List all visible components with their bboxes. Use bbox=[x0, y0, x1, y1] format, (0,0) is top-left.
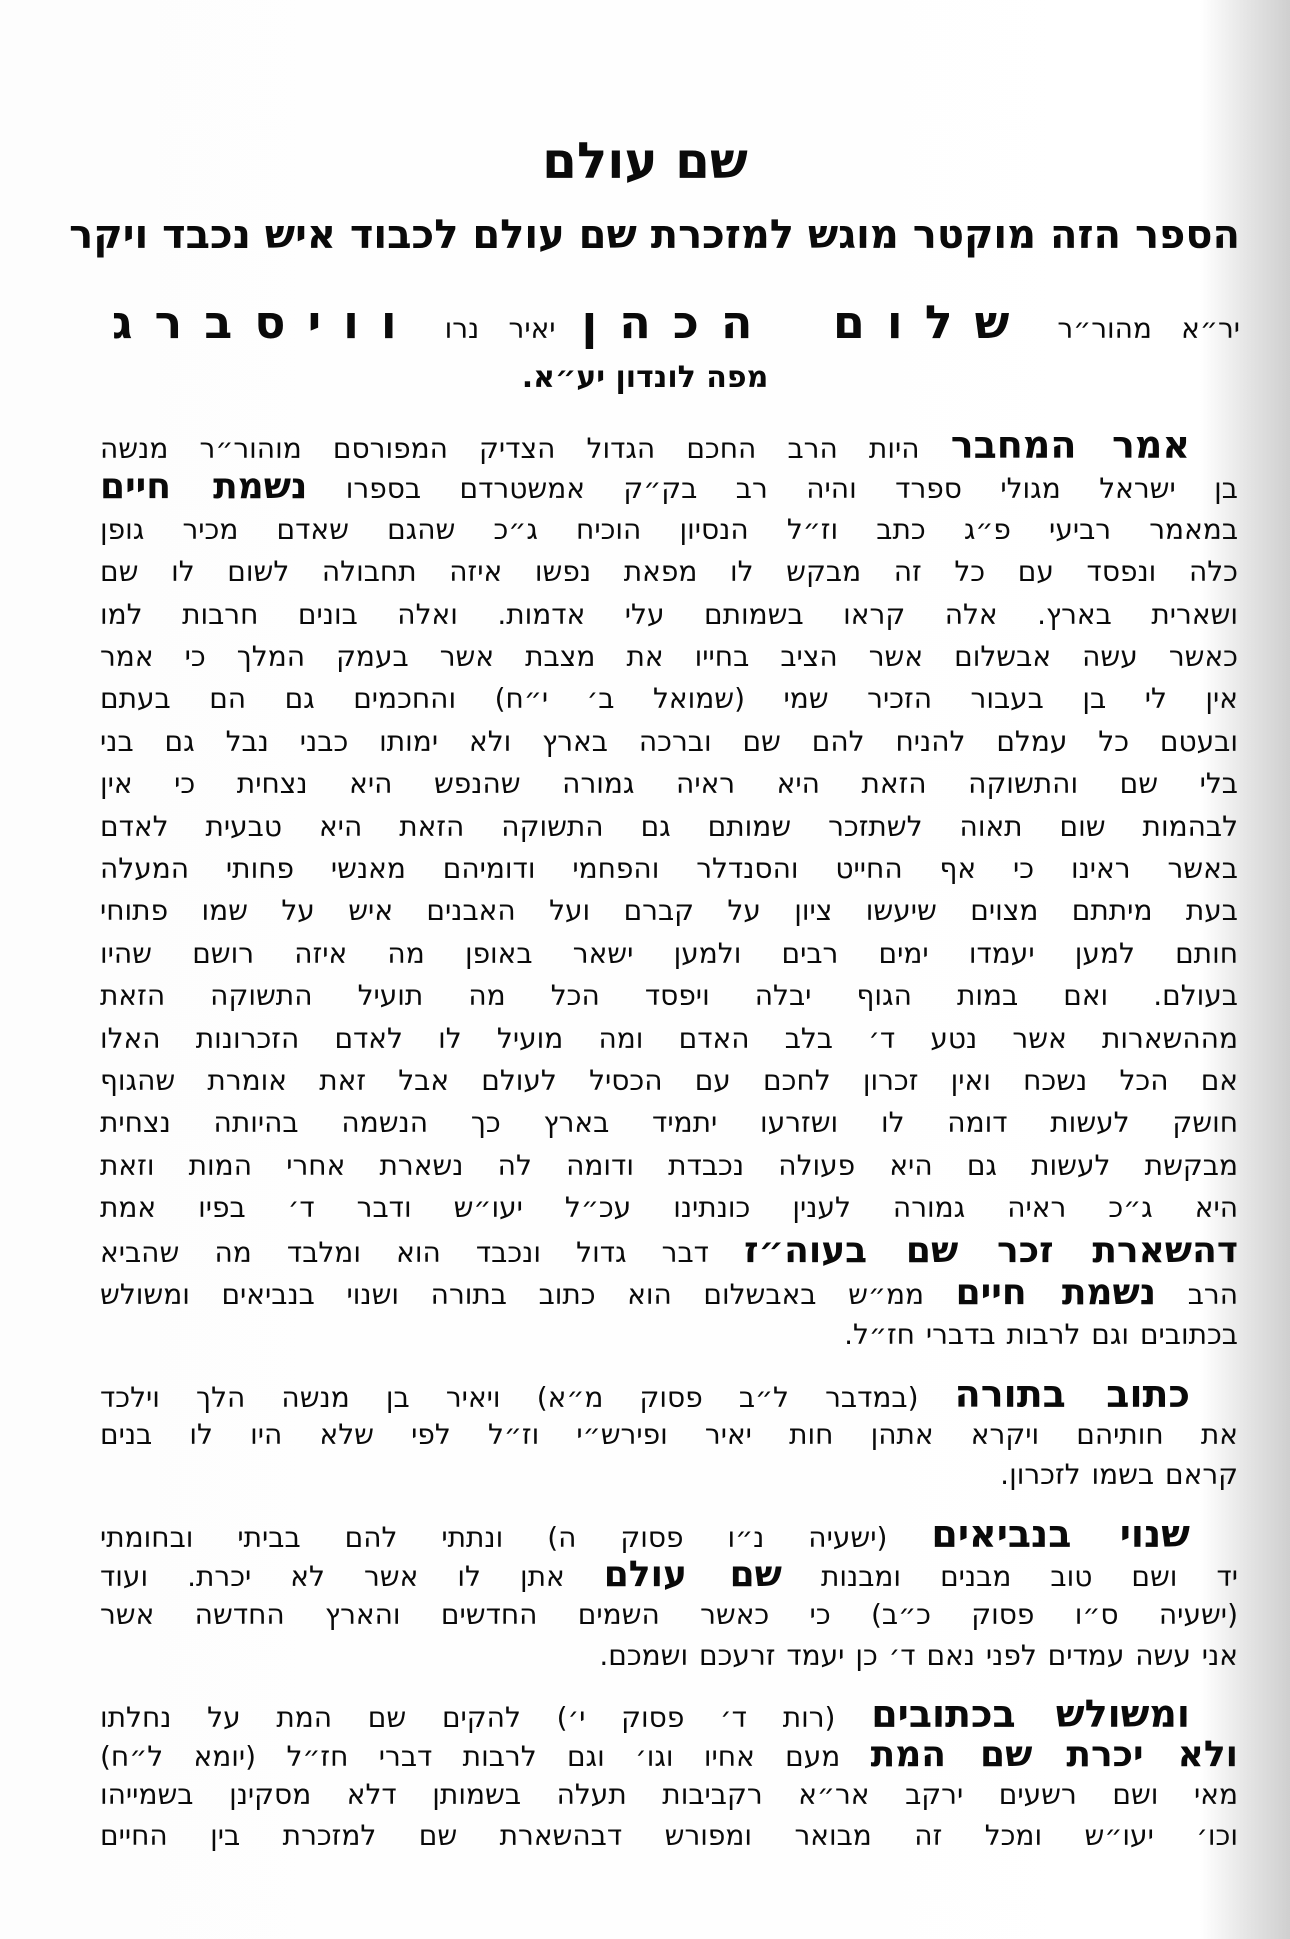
text-segment: יד ושם טוב מבנים ומבנות bbox=[781, 1559, 1239, 1593]
text-segment: (רות ד׳ פסוק י׳) להקים שם המת על נחלתו bbox=[100, 1701, 872, 1734]
honoree-name-line bbox=[112, 295, 1240, 349]
text-segment: בלי שם והתשוקה הזאת היא ראיה גמורה שהנפש היא נצחית כי אין bbox=[100, 767, 1238, 801]
honorific: יר״א מהור״ר bbox=[1057, 312, 1241, 345]
text-segment: (ישעיה נ״ו פסוק ה) ונתתי להם בביתי ובחומתי bbox=[100, 1521, 932, 1554]
text-segment: מבקשת לעשות גם היא פעולה נכבדת ודומה לה נשארת אחרי המות וזאת bbox=[100, 1148, 1238, 1182]
text-line bbox=[100, 1102, 1238, 1144]
text-segment: לבהמות שום תאוה לשתזכר שמותם גם התשוקה הזאת היא טבעית לאדם bbox=[100, 809, 1238, 843]
text-segment: ושארית בארץ. אלה קראו בשמותם עלי אדמות. ואלה בונים חרבות למו bbox=[100, 597, 1238, 631]
emphasized-text: ולא יכרת שם המת bbox=[870, 1733, 1238, 1775]
text-segment: בן ישראל מגולי ספרד והיה רב בק״ק אמשטרדם בספרו bbox=[307, 472, 1238, 506]
emphasized-text: כתוב בתורה bbox=[954, 1372, 1191, 1416]
emphasized-text: דהשארת זכר שם בעוה״ז bbox=[744, 1229, 1238, 1271]
text-segment: בעולם. ואם במות הגוף יבלה ויפסד הכל מה תועיל התשוקה הזאת bbox=[100, 979, 1238, 1013]
text-line bbox=[100, 678, 1238, 720]
text-segment: קראם בשמו לזכרון. bbox=[1000, 1458, 1238, 1491]
text-segment: את חותיהם ויקרא אתהן חות יאיר ופירש״י וז״ל לפי שלא היו לו בנים bbox=[100, 1417, 1238, 1451]
text-segment: במאמר רביעי פ״ג כתב וז״ל הנסיון הוכיח ג״כ שהגם שאדם מכיר גופן bbox=[100, 512, 1238, 546]
text-line bbox=[100, 933, 1238, 975]
text-line bbox=[100, 424, 1238, 466]
text-line bbox=[100, 1187, 1238, 1229]
text-segment: כלה ונפסד עם כל זה מבקש לו מפאת נפשו איזה תחבולה לשום לו שם bbox=[100, 555, 1238, 589]
text-line bbox=[100, 806, 1238, 848]
blessing: יאיר נרו bbox=[444, 312, 556, 345]
text-segment: אתן לו אשר לא יכרת. ועוד bbox=[100, 1559, 604, 1593]
text-segment: אין לי בן בעבור הזכיר שמי (שמואל ב׳ י״ח) והחכמים גם הם בעתם bbox=[100, 682, 1238, 716]
text-line bbox=[100, 1454, 1238, 1496]
text-line bbox=[100, 636, 1238, 678]
text-line bbox=[100, 1230, 1238, 1272]
text-segment: כאשר עשה אבשלום אשר הציב בחייו את מצבת אשר בעמק המלך כי אמר bbox=[100, 640, 1238, 673]
location-line: מפה לונדון יע״א. bbox=[521, 360, 769, 395]
text-line bbox=[100, 1060, 1238, 1102]
text-line bbox=[100, 975, 1238, 1017]
text-line bbox=[100, 594, 1238, 636]
text-segment: אני עשה עמדים לפני נאם ד׳ כן יעמד זרעכם ושמכם. bbox=[599, 1638, 1238, 1672]
text-line bbox=[100, 1373, 1238, 1415]
text-line bbox=[100, 1635, 1238, 1677]
text-line bbox=[100, 509, 1238, 551]
dedication-line: הספר הזה מוקטר מוגש למזכרת שם עולם לכבוד איש נכבד ויקר bbox=[69, 212, 1240, 258]
text-line bbox=[100, 1513, 1238, 1555]
text-line bbox=[100, 1594, 1238, 1636]
emphasized-text: נשמת חיים bbox=[100, 466, 308, 508]
text-segment: וכו׳ יעו״ש ומכל זה מבואר ומפורש דבהשארת שם למזכרת בין החיים bbox=[100, 1819, 1238, 1853]
text-line bbox=[100, 551, 1238, 593]
text-line bbox=[100, 1734, 1238, 1776]
text-segment: היא ג״כ ראיה גמורה לענין כונתינו עכ״ל יעו״ש ודבר ד׳ בפיו אמת bbox=[100, 1191, 1238, 1225]
text-segment: דבר גדול ונכבד הוא ומלבד מה שהביא bbox=[100, 1235, 745, 1269]
text-segment: מאי ושם רשעים ירקב אר״א רקביבות תעלה בשמותן דלא מסקינן בשמייהו bbox=[100, 1778, 1238, 1812]
honoree-first-name: שלום הכהן bbox=[581, 295, 1032, 349]
text-segment: (במדבר ל״ב פסוק מ״א) ויאיר בן מנשה הלך וילכד bbox=[100, 1381, 955, 1414]
text-segment: בכתובים וגם לרבות בדברי חז״ל. bbox=[844, 1318, 1238, 1352]
emphasized-text: אמר המחבר bbox=[950, 423, 1190, 467]
text-line bbox=[100, 1414, 1238, 1456]
text-segment: מעם אחיו וגו׳ וגם לרבות דברי חז״ל (יומא ל״ח) bbox=[100, 1739, 871, 1773]
text-line bbox=[100, 1554, 1238, 1596]
text-line bbox=[100, 763, 1238, 805]
emphasized-text: נשמת חיים bbox=[955, 1272, 1157, 1313]
text-segment: אם הכל נשכח ואין זכרון לחכם עם הכסיל לעולם אבל זאת אומרת שהגוף bbox=[100, 1064, 1238, 1097]
text-line bbox=[100, 466, 1238, 508]
text-segment: ובעטם כל עמלם להניח להם שם וברכה בארץ ולא ימותו כבני נבל גם בני bbox=[100, 724, 1238, 758]
page-title: שם עולם bbox=[542, 132, 748, 190]
text-segment: בעת מיתתם מצוים שיעשו ציון על קברם ועל האבנים איש על שמו פתוחי bbox=[100, 894, 1238, 928]
text-segment: חושק לעשות דומה לו ושזרעו יתמיד בארץ כך הנשמה בהיותה נצחית bbox=[100, 1106, 1238, 1140]
text-line bbox=[100, 721, 1238, 763]
text-line bbox=[100, 848, 1238, 890]
honoree-surname: וויסברג bbox=[112, 295, 419, 349]
text-line bbox=[100, 1145, 1238, 1187]
text-segment: (ישעיה ס״ו פסוק כ״ב) כי כאשר השמים החדשים והארץ החדשה אשר bbox=[100, 1598, 1238, 1631]
text-line bbox=[100, 1314, 1238, 1356]
emphasized-text: ומשולש בכתובים bbox=[871, 1692, 1190, 1736]
text-segment: חותם למען יעמדו ימים רבים ולמען ישאר באופן מה איזה רושם שהיו bbox=[100, 936, 1238, 970]
text-line bbox=[100, 1018, 1238, 1060]
text-line bbox=[100, 1693, 1238, 1735]
emphasized-text: שנוי בנביאים bbox=[931, 1512, 1190, 1556]
emphasized-text: שם עולם bbox=[603, 1553, 782, 1595]
text-segment: ממ״ש באבשלום הוא כתוב בתורה ושנוי בנביאים ומשולש bbox=[100, 1278, 956, 1311]
text-line bbox=[100, 890, 1238, 932]
text-segment: באשר ראינו כי אף החייט והסנדלר והפחמי ודומיהם מאנשי פחותי המעלה bbox=[100, 852, 1238, 885]
text-line bbox=[100, 1815, 1238, 1857]
text-line bbox=[100, 1272, 1238, 1314]
text-segment: מההשארות אשר נטע ד׳ בלב האדם ומה מועיל לו לאדם הזכרונות האלו bbox=[100, 1021, 1238, 1055]
text-segment: היות הרב החכם הגדול הצדיק המפורסם מוהור״ר מנשה bbox=[100, 432, 951, 465]
text-segment: הרב bbox=[1156, 1278, 1238, 1311]
text-line bbox=[100, 1774, 1238, 1816]
